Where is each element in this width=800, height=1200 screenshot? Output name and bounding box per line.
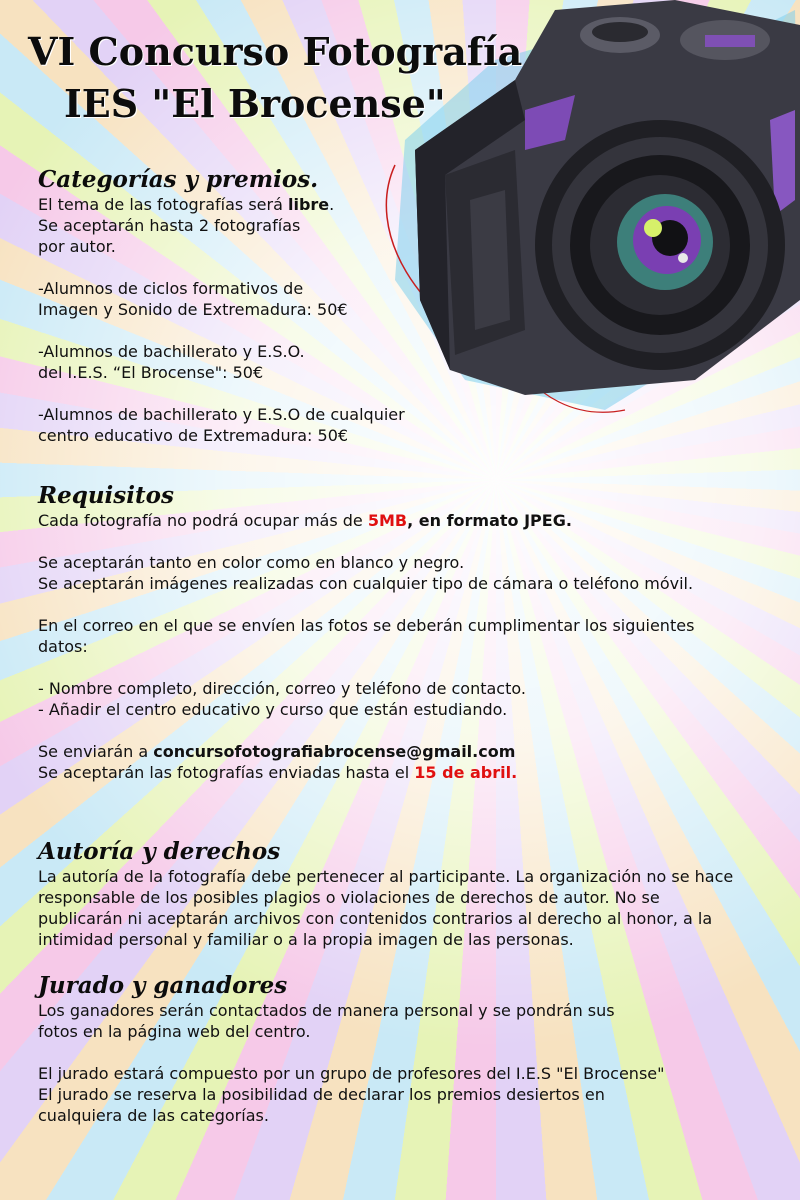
- requisito-send: [38, 741, 738, 762]
- requisito-data-2: - Añadir el centro educativo y curso que están estudiando.: [38, 700, 508, 719]
- requisito-size-pre: Cada fotografía no podrá ocupar más de: [38, 511, 368, 530]
- title-line-2: IES "El Brocense": [64, 81, 446, 126]
- contact-email-link[interactable]: concursofotografiabrocense@gmail.com: [153, 742, 516, 761]
- requisito-color: Se aceptarán tanto en color como en blanco y negro.: [38, 553, 465, 572]
- heading-requisitos: Requisitos: [38, 482, 174, 509]
- section-autoria: [38, 838, 748, 950]
- heading-jurado: Jurado y ganadores: [38, 972, 288, 999]
- jurado-line-3: El jurado estará compuesto por un grupo de profesores del I.E.S "El Brocense": [38, 1064, 665, 1083]
- categorias-intro-bold: libre: [287, 195, 330, 214]
- category-1-line-2: Imagen y Sonido de Extremadura: 50€: [38, 300, 348, 319]
- category-2-line-2: del I.E.S. “El Brocense": 50€: [38, 363, 264, 382]
- jurado-line-1: Los ganadores serán contactados de manera personal y se pondrán sus: [38, 1001, 615, 1020]
- category-3-line-1: -Alumnos de bachillerato y E.S.O de cualquier: [38, 405, 405, 424]
- requisito-size-value: 5MB: [367, 511, 408, 530]
- categorias-line-3: por autor.: [38, 237, 116, 256]
- requisito-camera: Se aceptarán imágenes realizadas con cualquier tipo de cámara o teléfono móvil.: [38, 574, 694, 593]
- deadline-date: 15 de abril.: [414, 763, 518, 782]
- requisito-deadline-pre: Se aceptarán las fotografías enviadas hasta el: [38, 763, 415, 782]
- autoria-text: La autoría de la fotografía debe pertenecer al participante. La organización no se hace responsable de los posibles plagios o violaciones de derechos de autor. No se publicarán ni aceptarán archivos con contenidos contrarios al derecho al honor, a la intimidad personal y familiar o a la propia imagen de las personas.: [38, 867, 734, 949]
- requisito-email-intro: En el correo en el que se envíen las fotos se deberán cumplimentar los siguientes datos:: [38, 616, 695, 656]
- section-requisitos: [38, 482, 738, 783]
- category-3-line-2: centro educativo de Extremadura: 50€: [38, 426, 349, 445]
- categorias-intro-pre: El tema de las fotografías será: [38, 195, 288, 214]
- requisito-deadline: [38, 762, 738, 783]
- categorias-intro-post: .: [329, 195, 335, 214]
- categorias-line-2: Se aceptarán hasta 2 fotografías: [38, 216, 301, 235]
- requisito-size: [38, 510, 738, 531]
- requisito-send-pre: Se enviarán a: [38, 742, 154, 761]
- section-categorias: [38, 166, 405, 446]
- requisito-data-1: - Nombre completo, dirección, correo y teléfono de contacto.: [38, 679, 526, 698]
- heading-categorias: Categorías y premios.: [38, 166, 319, 193]
- category-1-line-1: -Alumnos de ciclos formativos de: [38, 279, 304, 298]
- section-jurado: [38, 972, 758, 1126]
- heading-autoria: Autoría y derechos: [38, 838, 281, 865]
- jurado-line-5: cualquiera de las categorías.: [38, 1106, 269, 1125]
- category-2: [38, 341, 405, 383]
- jurado-line-4: El jurado se reserva la posibilidad de declarar los premios desiertos en: [38, 1085, 605, 1104]
- category-3: [38, 404, 405, 446]
- category-1: [38, 278, 405, 320]
- categorias-intro: [38, 194, 405, 257]
- requisito-size-post: , en formato JPEG.: [407, 511, 572, 530]
- jurado-line-2: fotos en la página web del centro.: [38, 1022, 311, 1041]
- category-2-line-1: -Alumnos de bachillerato y E.S.O.: [38, 342, 305, 361]
- title-line-1: VI Concurso Fotografía: [28, 29, 523, 74]
- poster-title: [28, 26, 522, 130]
